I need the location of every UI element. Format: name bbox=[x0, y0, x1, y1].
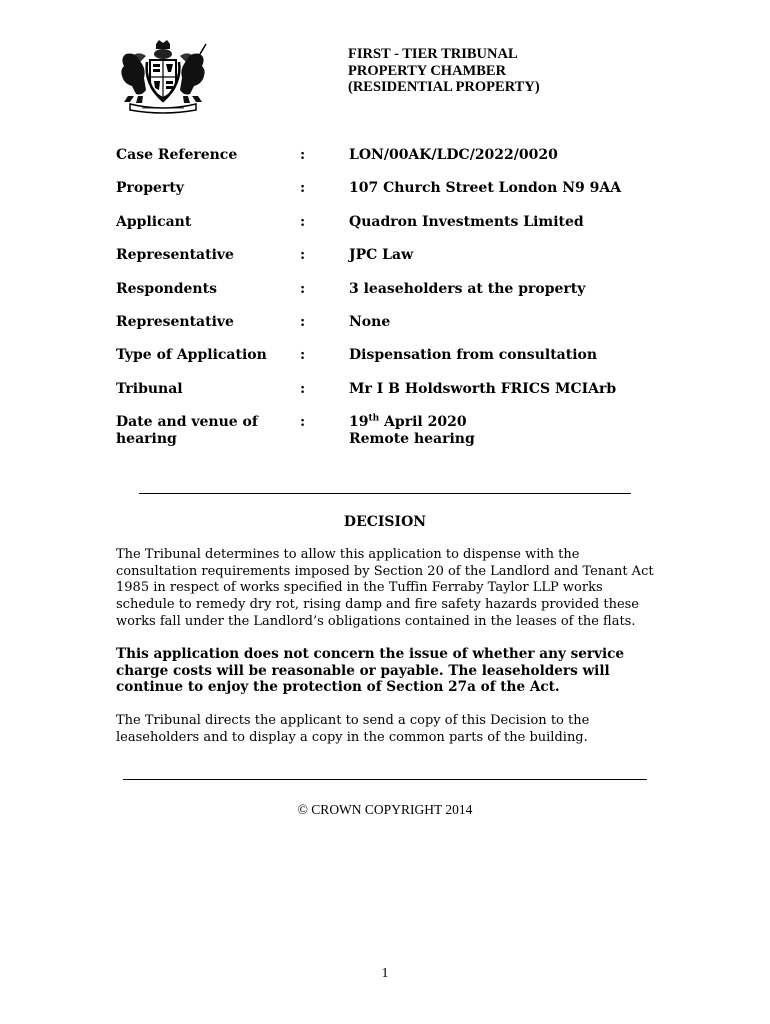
tribunal-jurisdiction: (RESIDENTIAL PROPERTY) bbox=[348, 79, 540, 95]
detail-label: Applicant bbox=[116, 213, 192, 230]
hearing-value bbox=[349, 414, 669, 448]
detail-label: Respondents bbox=[116, 280, 217, 297]
detail-separator: : bbox=[300, 147, 306, 163]
detail-separator: : bbox=[300, 313, 306, 330]
applicant-value: Quadron Investments Limited bbox=[349, 213, 584, 230]
detail-label: Property bbox=[116, 180, 184, 197]
tribunal-header bbox=[348, 46, 668, 96]
detail-row-respondents bbox=[116, 281, 676, 314]
hearing-venue: Remote hearing bbox=[349, 431, 475, 448]
hearing-date bbox=[349, 414, 467, 430]
detail-separator: : bbox=[300, 347, 306, 364]
detail-row-tribunal bbox=[116, 381, 676, 414]
detail-row-property bbox=[116, 180, 676, 213]
case-reference-value: LON/00AK/LDC/2022/0020 bbox=[349, 147, 558, 163]
detail-label: Date and venue of hearing bbox=[116, 414, 258, 448]
decision-paragraph: The Tribunal determines to allow this application to dispense with the consultation requirements imposed by Section 20 of the Landlord and Tenant Act 1985 in respect of works specified in the Tuffin Ferraby Taylor LLP works schedule to remedy dry rot, rising damp and fire safety hazards provided these works fall under the Landlord’s obligations contained in the leases of the flats. bbox=[116, 547, 654, 629]
detail-label: Type of Application bbox=[116, 347, 267, 364]
hearing-day-ordinal: th bbox=[368, 413, 380, 424]
respondents-value: 3 leaseholders at the property bbox=[349, 280, 586, 297]
detail-row-applicant-representative bbox=[116, 247, 676, 280]
detail-separator: : bbox=[300, 247, 306, 264]
hearing-month-year: April 2020 bbox=[379, 414, 467, 431]
detail-separator: : bbox=[300, 380, 306, 397]
applicant-representative-value: JPC Law bbox=[349, 247, 414, 264]
hearing-day: 19 bbox=[349, 414, 369, 431]
detail-row-hearing bbox=[116, 414, 676, 454]
detail-row-applicant bbox=[116, 214, 676, 247]
detail-row-case-reference bbox=[116, 147, 676, 180]
page-number: 1 bbox=[381, 966, 389, 981]
detail-separator: : bbox=[300, 414, 306, 431]
decision-notice-paragraph: This application does not concern the issue of whether any service charge costs will be reasonable or payable. The leaseholders will continue to enjoy the protection of Section 27a of the Act. bbox=[116, 646, 625, 696]
tribunal-member-value: Mr I B Holdsworth FRICS MCIArb bbox=[349, 380, 617, 397]
footer-divider bbox=[123, 779, 647, 780]
detail-label: Representative bbox=[116, 247, 234, 264]
detail-separator: : bbox=[300, 280, 306, 297]
decision-direction-paragraph: The Tribunal directs the applicant to send a copy of this Decision to the leaseholders and to display a copy in the common parts of the building. bbox=[116, 713, 590, 745]
copyright-notice: © CROWN COPYRIGHT 2014 bbox=[297, 802, 473, 817]
property-value: 107 Church Street London N9 9AA bbox=[349, 180, 622, 197]
detail-label: Representative bbox=[116, 313, 234, 330]
detail-row-respondent-representative bbox=[116, 314, 676, 347]
detail-label: Tribunal bbox=[116, 380, 183, 397]
section-divider bbox=[139, 493, 631, 494]
detail-label: Case Reference bbox=[116, 147, 238, 163]
royal-coat-of-arms-icon bbox=[116, 40, 210, 114]
respondent-representative-value: None bbox=[349, 313, 391, 330]
case-details bbox=[116, 147, 676, 454]
decision-heading: DECISION bbox=[343, 514, 427, 530]
application-type-value: Dispensation from consultation bbox=[349, 347, 598, 364]
detail-row-application-type bbox=[116, 347, 676, 380]
tribunal-name: FIRST - TIER TRIBUNAL bbox=[348, 46, 518, 62]
detail-separator: : bbox=[300, 213, 306, 230]
tribunal-chamber: PROPERTY CHAMBER bbox=[348, 62, 507, 79]
detail-separator: : bbox=[300, 180, 306, 197]
